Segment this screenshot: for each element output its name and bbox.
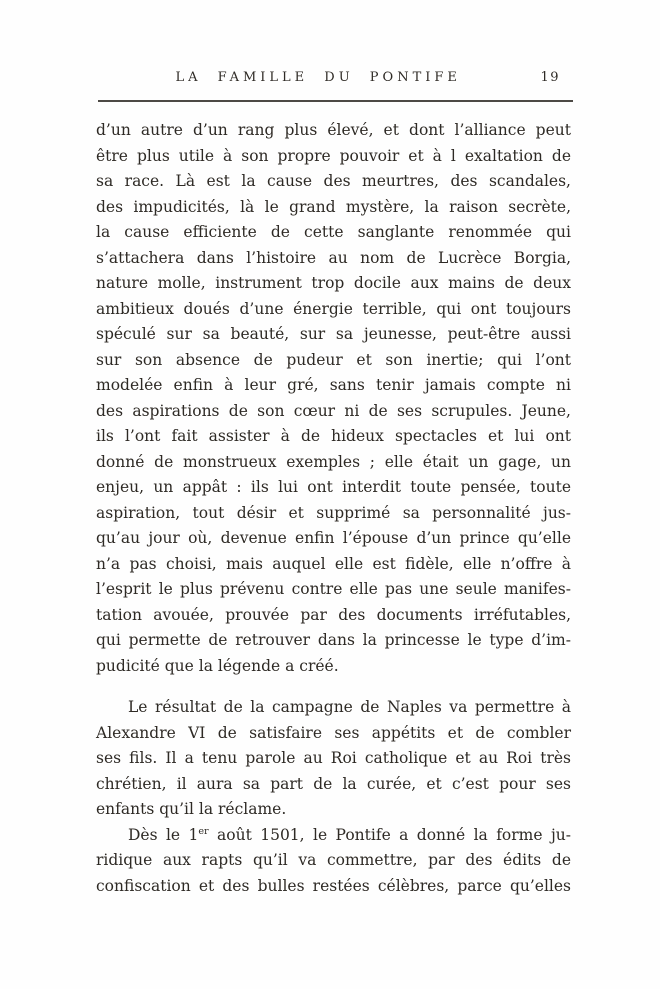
text-line: donné de monstrueux exemples ; elle était un gage, un [96,452,571,471]
text-line: Alexandre VI de satisfaire ses appétits et de combler [96,723,571,742]
paragraph [96,695,571,823]
text-line: sur son absence de pudeur et son inertie; qui l’ont [96,350,571,369]
page-body [96,118,571,899]
text-line: confiscation et des bulles restées célèbres, parce qu’elles [96,876,571,895]
text-line: d’un autre d’un rang plus élevé, et dont l’alliance peut [96,121,571,139]
text-line: s’attachera dans l’histoire au nom de Lucrèce Borgia, [96,248,571,267]
text-line: Le résultat de la campagne de Naples va permettre à [128,698,571,716]
text-line: ses fils. Il a tenu parole au Roi catholique et au Roi très [96,749,571,767]
text-line: tation avouée, prouvée par des documents irréfutables, [96,605,571,624]
text-line: modelée enfin à leur gré, sans tenir jamais compte ni [96,376,571,394]
text-line: Dès le 1er août 1501, le Pontife a donné la forme ju- [128,825,571,844]
text-line: enjeu, un appât : ils lui ont interdit toute pensée, toute [96,478,571,496]
text-line: aspiration, tout désir et supprimé sa personnalité jus- [96,503,571,522]
text-line: des aspirations de son cœur ni de ses scrupules. Jeune, [96,401,571,420]
text-line: ambitieux doués d’une énergie terrible, qui ont toujours [96,299,571,318]
text-line: ils l’ont fait assister à de hideux spectacles et lui ont [96,427,571,445]
text-line: ridique aux rapts qu’il va commettre, par des édits de [96,851,571,869]
text-line: qui permette de retrouver dans la princesse le type d’im- [96,631,571,649]
text-line: nature molle, instrument trop docile aux mains de deux [96,274,571,292]
text-line: sa race. Là est la cause des meurtres, des scandales, [96,172,571,190]
text-line: la cause efficiente de cette sanglante renommée qui [96,223,571,241]
text-line: l’esprit le plus prévenu contre elle pas une seule manifes- [96,580,571,598]
running-title: LA FAMILLE DU PONTIFE [175,70,461,85]
text-line: être plus utile à son propre pouvoir et à l exaltation de [96,146,571,165]
text-line: chrétien, il aura sa part de la curée, et c’est pour ses [96,774,571,793]
text-line: n’a pas choisi, mais auquel elle est fidèle, elle n’offre à [96,554,571,573]
text-line: pudicité que la légende a créé. [96,656,339,675]
running-head [96,70,572,85]
text-line: qu’au jour où, devenue enfin l’épouse d’un prince qu’elle [96,529,571,547]
paragraph [96,823,571,900]
page-number: 19 [540,70,560,85]
paragraph [96,118,571,679]
text-line: enfants qu’il la réclame. [96,800,287,818]
text-line: des impudicités, là le grand mystère, la raison secrète, [96,197,571,216]
text-line: spéculé sur sa beauté, sur sa jeunesse, peut-être aussi [96,325,571,343]
header-rule [98,100,573,102]
